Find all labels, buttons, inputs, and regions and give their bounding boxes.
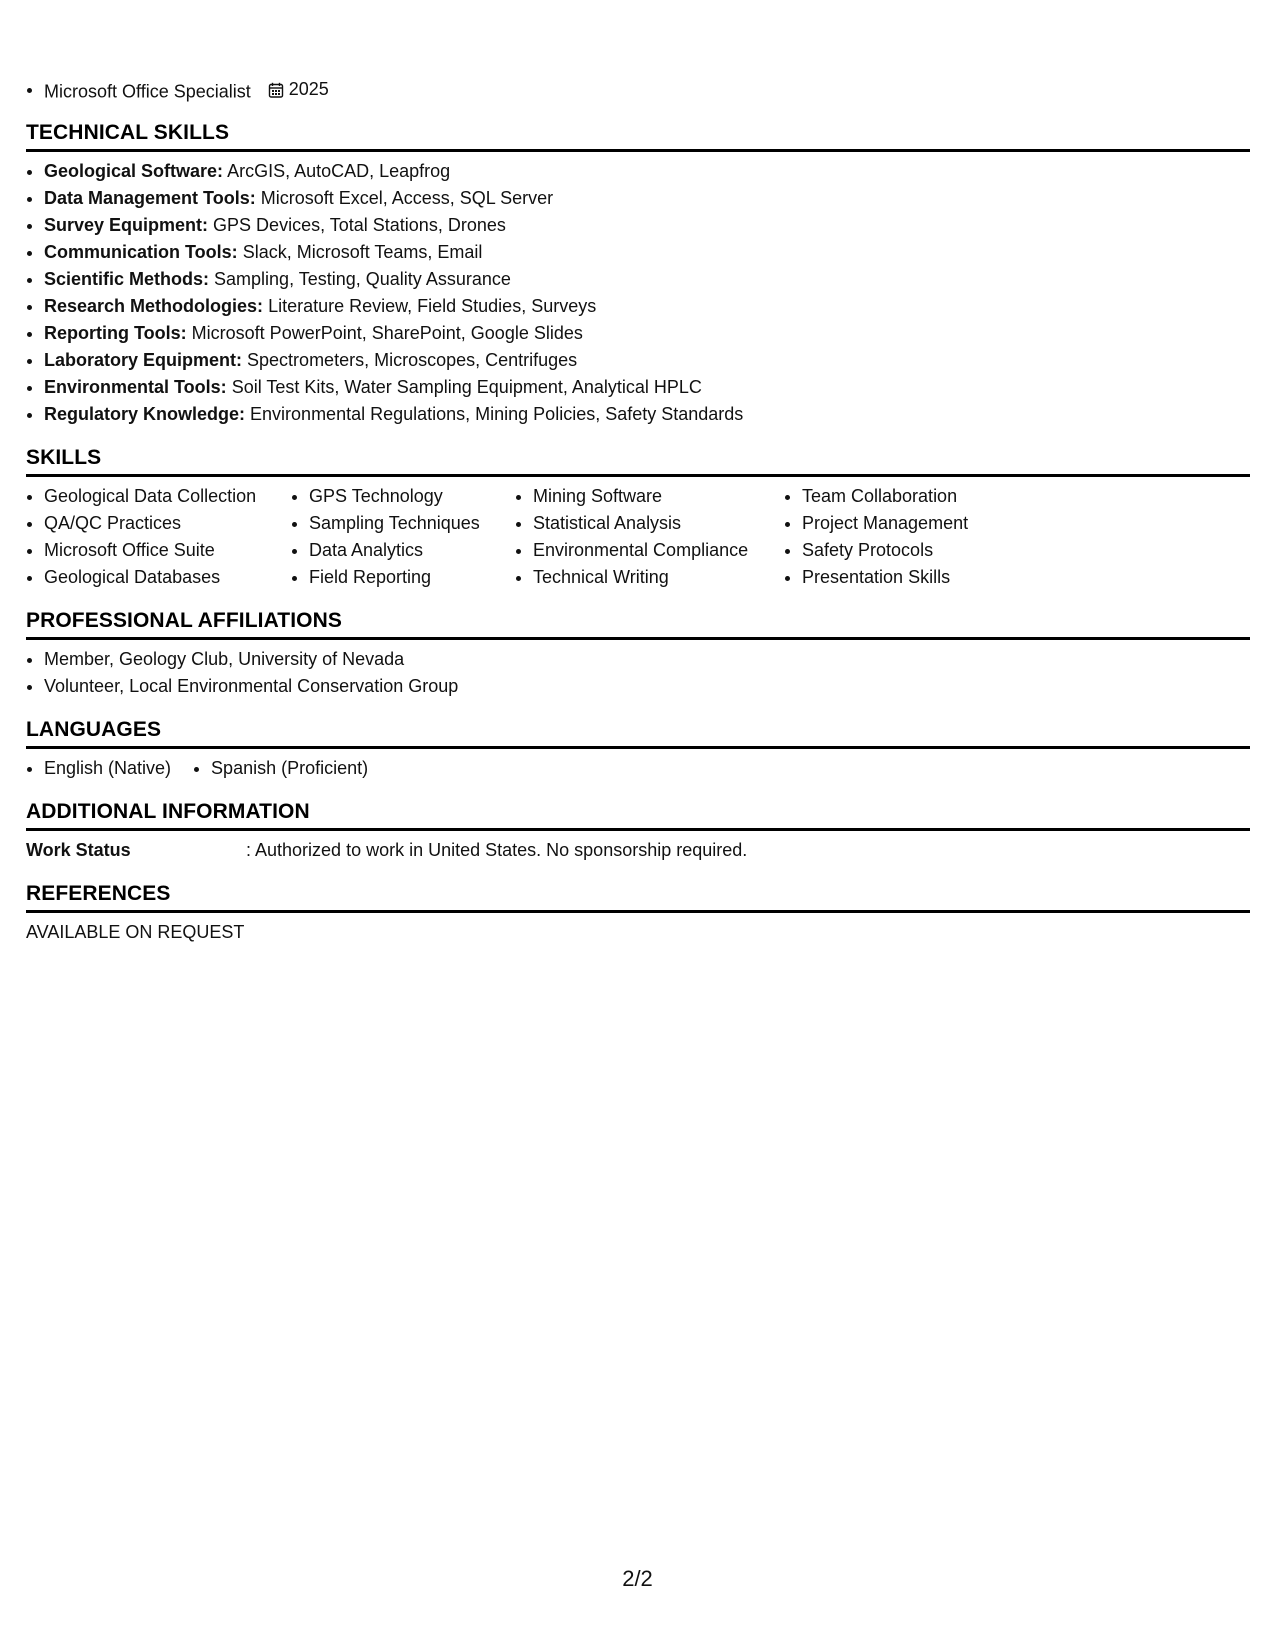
technical-skill-item bbox=[26, 212, 1250, 239]
skill-item: Sampling Techniques bbox=[291, 510, 515, 537]
language-item: Spanish (Proficient) bbox=[193, 755, 368, 782]
skills-column bbox=[291, 483, 515, 591]
technical-skill-key: Research Methodologies: bbox=[44, 296, 264, 316]
technical-skill-value: Microsoft PowerPoint, SharePoint, Google Slides bbox=[191, 323, 583, 343]
technical-skill-item bbox=[26, 401, 1250, 428]
skill-item: Mining Software bbox=[515, 483, 784, 510]
skills-column bbox=[784, 483, 1024, 591]
technical-skill-item bbox=[26, 374, 1250, 401]
skills-column bbox=[26, 483, 291, 591]
skill-item: Data Analytics bbox=[291, 537, 515, 564]
technical-skill-value: GPS Devices, Total Stations, Drones bbox=[213, 215, 506, 235]
skill-item: Field Reporting bbox=[291, 564, 515, 591]
technical-skill-item bbox=[26, 293, 1250, 320]
section-title-affiliations: PROFESSIONAL AFFILIATIONS bbox=[26, 607, 1250, 640]
technical-skill-key: Laboratory Equipment: bbox=[44, 350, 243, 370]
affiliation-item: Volunteer, Local Environmental Conservation Group bbox=[26, 673, 1250, 700]
section-title-languages: LANGUAGES bbox=[26, 716, 1250, 749]
page-number: 2/2 bbox=[622, 1566, 653, 1591]
resume-page bbox=[26, 76, 1250, 946]
technical-skill-value: Sampling, Testing, Quality Assurance bbox=[214, 269, 511, 289]
info-value: : Authorized to work in United States. No sponsorship required. bbox=[246, 840, 748, 860]
skill-item: Safety Protocols bbox=[784, 537, 1024, 564]
technical-skill-key: Communication Tools: bbox=[44, 242, 238, 262]
certification-year: 2025 bbox=[288, 79, 329, 99]
technical-skill-key: Survey Equipment: bbox=[44, 215, 209, 235]
info-label: Work Status bbox=[26, 840, 131, 860]
info-row-work-status bbox=[26, 837, 1250, 864]
technical-skill-value: Soil Test Kits, Water Sampling Equipment, Analytical HPLC bbox=[231, 377, 702, 397]
technical-skills-list bbox=[26, 158, 1250, 428]
language-item: English (Native) bbox=[26, 755, 171, 782]
skill-item: GPS Technology bbox=[291, 483, 515, 510]
skill-item: Team Collaboration bbox=[784, 483, 1024, 510]
technical-skill-value: Environmental Regulations, Mining Policies, Safety Standards bbox=[250, 404, 744, 424]
section-title-skills: SKILLS bbox=[26, 444, 1250, 477]
skill-item: Technical Writing bbox=[515, 564, 784, 591]
skill-item: Project Management bbox=[784, 510, 1024, 537]
skill-item: Geological Databases bbox=[26, 564, 291, 591]
section-title-references: REFERENCES bbox=[26, 880, 1250, 913]
technical-skill-key: Scientific Methods: bbox=[44, 269, 210, 289]
references-text: AVAILABLE ON REQUEST bbox=[26, 922, 245, 942]
skills-column bbox=[515, 483, 784, 591]
certification-name: Microsoft Office Specialist bbox=[44, 81, 251, 102]
technical-skill-key: Reporting Tools: bbox=[44, 323, 187, 343]
technical-skill-item bbox=[26, 239, 1250, 266]
technical-skill-item bbox=[26, 158, 1250, 185]
technical-skill-item bbox=[26, 347, 1250, 374]
section-title-additional-information: ADDITIONAL INFORMATION bbox=[26, 798, 1250, 831]
section-title-technical-skills: TECHNICAL SKILLS bbox=[26, 119, 1250, 152]
technical-skill-item bbox=[26, 320, 1250, 347]
technical-skill-value: Microsoft Excel, Access, SQL Server bbox=[260, 188, 554, 208]
certification-date bbox=[268, 76, 329, 103]
affiliation-item: Member, Geology Club, University of Nevada bbox=[26, 646, 1250, 673]
technical-skill-key: Geological Software: bbox=[44, 161, 224, 181]
skills-grid bbox=[26, 483, 1250, 591]
certification-list bbox=[26, 76, 1250, 103]
technical-skill-key: Data Management Tools: bbox=[44, 188, 256, 208]
skill-item: Presentation Skills bbox=[784, 564, 1024, 591]
technical-skill-value: Literature Review, Field Studies, Surveys bbox=[268, 296, 597, 316]
languages-list bbox=[26, 755, 1250, 782]
technical-skill-item bbox=[26, 185, 1250, 212]
skill-item: Microsoft Office Suite bbox=[26, 537, 291, 564]
skill-item: QA/QC Practices bbox=[26, 510, 291, 537]
affiliations-list bbox=[26, 646, 1250, 700]
technical-skill-item bbox=[26, 266, 1250, 293]
calendar-icon bbox=[268, 82, 284, 98]
certification-item bbox=[26, 76, 1250, 103]
technical-skill-value: Slack, Microsoft Teams, Email bbox=[242, 242, 483, 262]
technical-skill-key: Environmental Tools: bbox=[44, 377, 227, 397]
skill-item: Statistical Analysis bbox=[515, 510, 784, 537]
technical-skill-key: Regulatory Knowledge: bbox=[44, 404, 246, 424]
technical-skill-value: ArcGIS, AutoCAD, Leapfrog bbox=[227, 161, 451, 181]
skill-item: Geological Data Collection bbox=[26, 483, 291, 510]
skill-item: Environmental Compliance bbox=[515, 537, 784, 564]
technical-skill-value: Spectrometers, Microscopes, Centrifuges bbox=[247, 350, 578, 370]
